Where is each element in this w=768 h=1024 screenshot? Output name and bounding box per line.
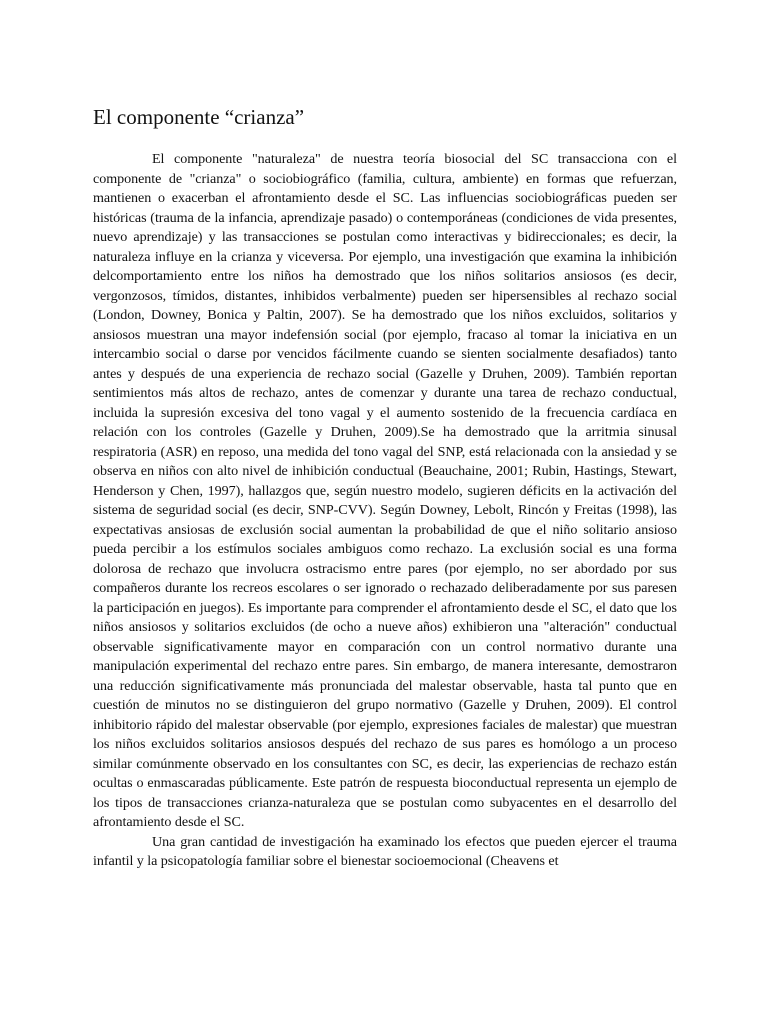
paragraph-2: Una gran cantidad de investigación ha examinado los efectos que pueden ejercer el trauma infantil y la psicopatología familiar sobre el bienestar socioemocional (Cheavens et — [93, 833, 677, 869]
section-heading: El componente “crianza” — [93, 105, 305, 129]
body-text — [93, 150, 677, 872]
paragraph-1: El componente "naturaleza" de nuestra teoría biosocial del SC transacciona con el componente de "crianza" o sociobiográfico (familia, cultura, ambiente) en formas que refuerzan, mantienen o exacerban el afrontamiento desde el SC. Las influencias sociobiográficas pueden ser históricas (trauma de la infancia, aprendizaje pasado) o contemporáneas (condiciones de vida presentes, nuevo aprendizaje) y las transacciones se postulan como interactivas y bidireccionales; es decir, la naturaleza influye en la crianza y viceversa. Por ejemplo, una investigación que examina la inhibición delcomportamiento entre los niños ha demostrado que los niños solitarios ansiosos (es decir, vergonzosos, tímidos, distantes, inhibidos verbalmente) pueden ser hipersensibles al rechazo social (London, Downey, Bonica y Paltin, 2007). Se ha demostrado que los niños excluidos, solitarios y ansiosos muestran una mayor indefensión social (por ejemplo, fracaso al tomar la iniciativa en un intercambio social o darse por vencidos fácilmente cuando se sienten socialmente desafiados) tanto antes y después de una experiencia de rechazo social (Gazelle y Druhen, 2009). También reportan sentimientos más altos de rechazo, antes de comenzar y durante una tarea de rechazo conductual, incluida la supresión excesiva del tono vagal y el aumento sostenido de la frecuencia cardíaca en relación con los controles (Gazelle y Druhen, 2009).Se ha demostrado que la arritmia sinusal respiratoria (ASR) en reposo, una medida del tono vagal del SNP, está relacionada con la ansiedad y se observa en niños con alto nivel de inhibición conductual (Beauchaine, 2001; Rubin, Hastings, Stewart, Henderson y Chen, 1997), hallazgos que, según nuestro modelo, sugieren déficits en la activación del sistema de seguridad social (es decir, SNP-CVV). Según Downey, Lebolt, Rincón y Freitas (1998), las expectativas ansiosas de exclusión social aumentan la probabilidad de que el niño solitario ansioso pueda percibir a los estímulos sociales ambiguos como rechazo. La exclusión social es una forma dolorosa de rechazo que involucra ostracismo entre pares (por ejemplo, no ser abordado por sus compañeros durante los recreos escolares o ser ignorado o rechazado deliberadamente por sus paresen la participación en juegos). Es importante para comprender el afrontamiento desde el SC, el dato que los niños ansiosos y solitarios excluidos (de ocho a nueve años) exhibieron una "alteración" conductual observable significativamente mayor en comparación con un control normativo durante una manipulación experimental del rechazo entre pares. Sin embargo, de manera interesante, demostraron una reducción significativamente más pronunciada del malestar observable, hasta tal punto que en cuestión de minutos no se distinguieron del grupo normativo (Gazelle y Druhen, 2009). El control inhibitorio rápido del malestar observable (por ejemplo, expresiones faciales de malestar) que muestran los niños excluidos solitarios ansiosos después del rechazo de sus pares es homólogo a un proceso similar comúnmente observado en los consultantes con SC, es decir, las experiencias de rechazo están ocultas o enmascaradas públicamente. Este patrón de respuesta bioconductual representa un ejemplo de los tipos de transacciones crianza-naturaleza que se postulan como subyacentes en el desarrollo del afrontamiento desde el SC. — [93, 151, 677, 830]
